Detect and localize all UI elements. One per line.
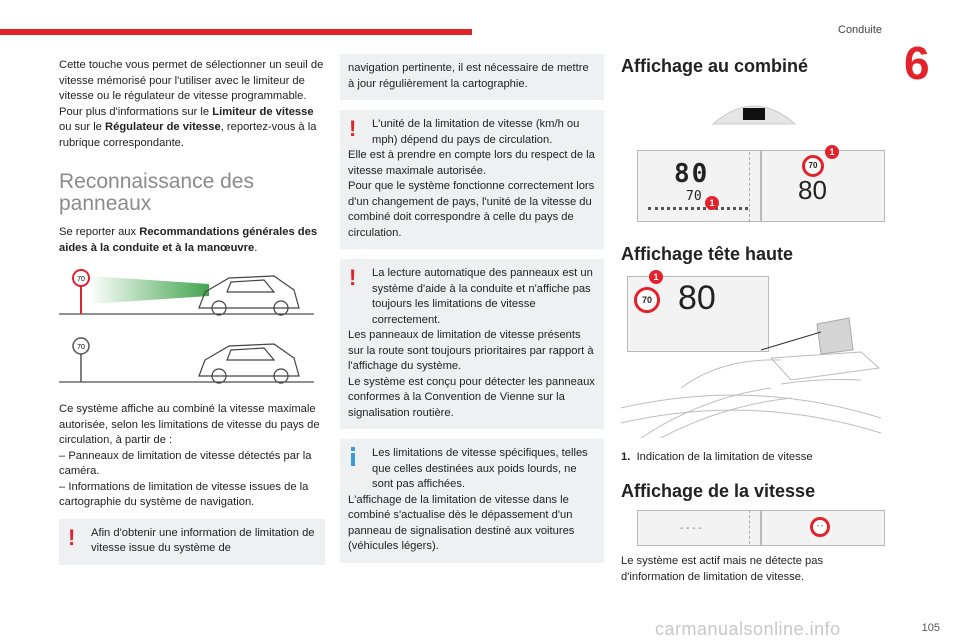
column-2 [340, 54, 604, 573]
heading-cluster-display: Affichage au combiné [621, 56, 809, 76]
callout-badge: 1 [825, 145, 839, 159]
paragraph-description: Ce système affiche au combiné la vitesse maximale autorisée, selon les limitations de vitesse du pays de circulation, à partir de : – Panneaux de limitation de vitesse détectés par la caméra. – Informations de limitation de vitesse issues de la cartographie du système de navigation. [59, 403, 320, 508]
paragraph-reference: Se reporter aux Recommandations générales des aides à la conduite et à la manœuvre. [59, 226, 318, 254]
sign-recognition-illustration [59, 264, 321, 394]
info-icon [351, 447, 355, 467]
hud-screen: 70 80 [627, 276, 769, 352]
legend-item: 1. Indication de la limitation de vitesse [621, 451, 813, 463]
paragraph-intro: Cette touche vous permet de sélectionner un seuil de vitesse mémorisé pour l'utiliser avec le limiteur de vitesse ou le régulateur de vitesse programmable. Pour plus d'informations sur le Limiteur de vitesse ou sur le Régulateur de vitesse, reportez-vous à la rubrique correspondante. [59, 59, 324, 149]
warning-box-reading: ! La lecture automatique des panneaux est un système d'aide à la conduite et n'affiche pas toujours les limitations de vitesse correctement. Les panneaux de limitation de vitesse présents sur la route sont toujours prioritaires par rapport à l'affichage du système. Le système est conçu pour détecter les panneaux conformes à la Convention de Vienne sur la signalisation routière. [340, 259, 604, 429]
watermark: carmanualsonline.info [655, 619, 841, 639]
speed-screen-left: - - - - [637, 510, 761, 546]
warning-icon: ! [349, 116, 357, 141]
column-1 [59, 58, 325, 575]
info-box-specific-limits: Les limitations de vitesse spécifiques, telles que celles destinées aux poids lourds, ne sont pas affichées. L'affichage de la limitation de vitesse dans le combiné s'actualise dès le dépassement d'un panneau de signalisation destiné aux voitures (véhicules légers). [340, 439, 604, 563]
hud-dashboard-illustration [621, 288, 883, 438]
warning-box-continued: navigation pertinente, il est nécessaire de mettre à jour régulièrement la cartographie. [340, 54, 604, 100]
warning-icon: ! [68, 524, 76, 550]
cluster-screen-digital: 80 70 [637, 150, 761, 222]
warning-box-navigation: ! Afin d'obtenir une information de limitation de vitesse issue du système de [59, 519, 325, 565]
callout-badge: 1 [705, 196, 719, 210]
sign-2-label: 70 [77, 344, 85, 351]
warning-box-units: ! L'unité de la limitation de vitesse (km/h ou mph) dépend du pays de circulation. Elle est à prendre en compte lors du respect de la vitesse maximale autorisée. Pour que le système fonctionne correctement lors d'un changement de pays, l'unité de la vitesse du combiné doit correspondre à celle du pays de circulation. [340, 110, 604, 249]
section-heading: Reconnaissance des panneaux [59, 170, 254, 215]
cluster-screen-sign: 70 80 [761, 150, 885, 222]
sign-1-label: 70 [77, 276, 85, 283]
paragraph-no-detection: Le système est actif mais ne détecte pas d'information de limitation de vitesse. [621, 555, 824, 583]
heading-hud-display: Affichage tête haute [621, 244, 794, 264]
dashboard-location-icon [709, 94, 799, 130]
chapter-number: 6 [904, 37, 930, 89]
column-3 [621, 56, 889, 583]
page-number: 105 [921, 622, 940, 634]
warning-icon: ! [349, 265, 357, 290]
heading-speed-display: Affichage de la vitesse [621, 481, 816, 501]
speed-screen-right: - - [761, 510, 885, 546]
header-accent-bar [0, 29, 472, 35]
section-title: Conduite [838, 24, 883, 36]
callout-badge: 1 [649, 270, 663, 284]
